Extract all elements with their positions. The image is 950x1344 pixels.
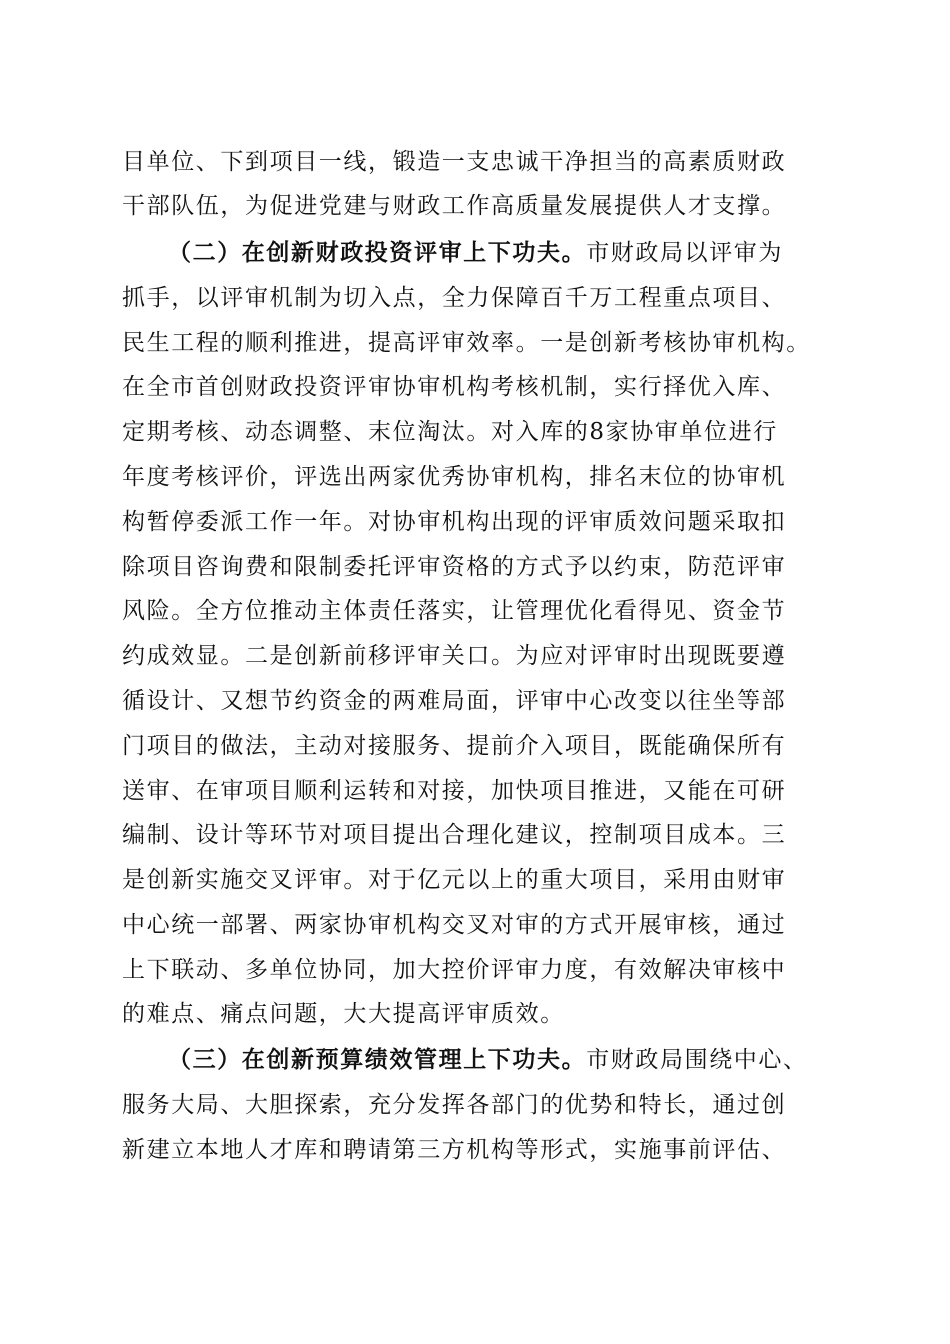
text-line: 是创新实施交叉评审。对于亿元以上的重大项目，采用由财审	[122, 867, 787, 893]
section-heading-line: （二）在创新财政投资评审上下功夫。市财政局以评审为	[168, 239, 784, 266]
text-line: 构暂停委派工作一年。对协审机构出现的评审质效问题采取扣	[122, 509, 787, 535]
text-line: 风险。全方位推动主体责任落实，让管理优化看得见、资金节	[122, 598, 787, 624]
text-line: 目单位、下到项目一线，锻造一支忠诚干净担当的高素质财政	[122, 149, 787, 175]
text-line: 约成效显。二是创新前移评审关口。为应对评审时出现既要遵	[122, 643, 787, 669]
text-line: 编制、设计等环节对项目提出合理化建议，控制项目成本。三	[122, 822, 787, 848]
text-line: 抓手，以评审机制为切入点，全力保障百千万工程重点项目、	[122, 285, 787, 311]
text-line: 的难点、痛点问题，大大提高评审质效。	[122, 1001, 565, 1027]
text-line: 中心统一部署、两家协审机构交叉对审的方式开展审核，通过	[122, 912, 787, 938]
section-heading-line: （三）在创新预算绩效管理上下功夫。市财政局围绕中心、	[168, 1046, 808, 1073]
text-line: 干部队伍，为促进党建与财政工作高质量发展提供人才支撑。	[122, 193, 787, 219]
text-line: 循设计、又想节约资金的两难局面，评审中心改变以往坐等部	[122, 688, 787, 714]
text-line: 民生工程的顺利推进，提高评审效率。一是创新考核协审机构。	[122, 330, 811, 356]
section-heading: （二）在创新财政投资评审上下功夫。	[168, 239, 587, 266]
text-line: 送审、在审项目顺利运转和对接，加快项目推进，又能在可研	[122, 778, 787, 804]
text-line: 门项目的做法，主动对接服务、提前介入项目，既能确保所有	[122, 733, 787, 759]
text-line: 定期考核、动态调整、末位淘汰。对入库的8家协审单位进行	[122, 419, 778, 445]
text-line: 在全市首创财政投资评审协审机构考核机制，实行择优入库、	[122, 374, 787, 400]
text-line: 服务大局、大胆探索，充分发挥各部门的优势和特长，通过创	[122, 1092, 787, 1118]
text-line: 上下联动、多单位协同，加大控价评审力度，有效解决审核中	[122, 957, 787, 983]
text-line: 年度考核评价，评选出两家优秀协审机构，排名末位的协审机	[122, 464, 787, 490]
text-line: 除项目咨询费和限制委托评审资格的方式予以约束，防范评审	[122, 554, 787, 580]
text-line: 新建立本地人才库和聘请第三方机构等形式，实施事前评估、	[122, 1137, 787, 1163]
section-heading: （三）在创新预算绩效管理上下功夫。	[168, 1046, 587, 1073]
